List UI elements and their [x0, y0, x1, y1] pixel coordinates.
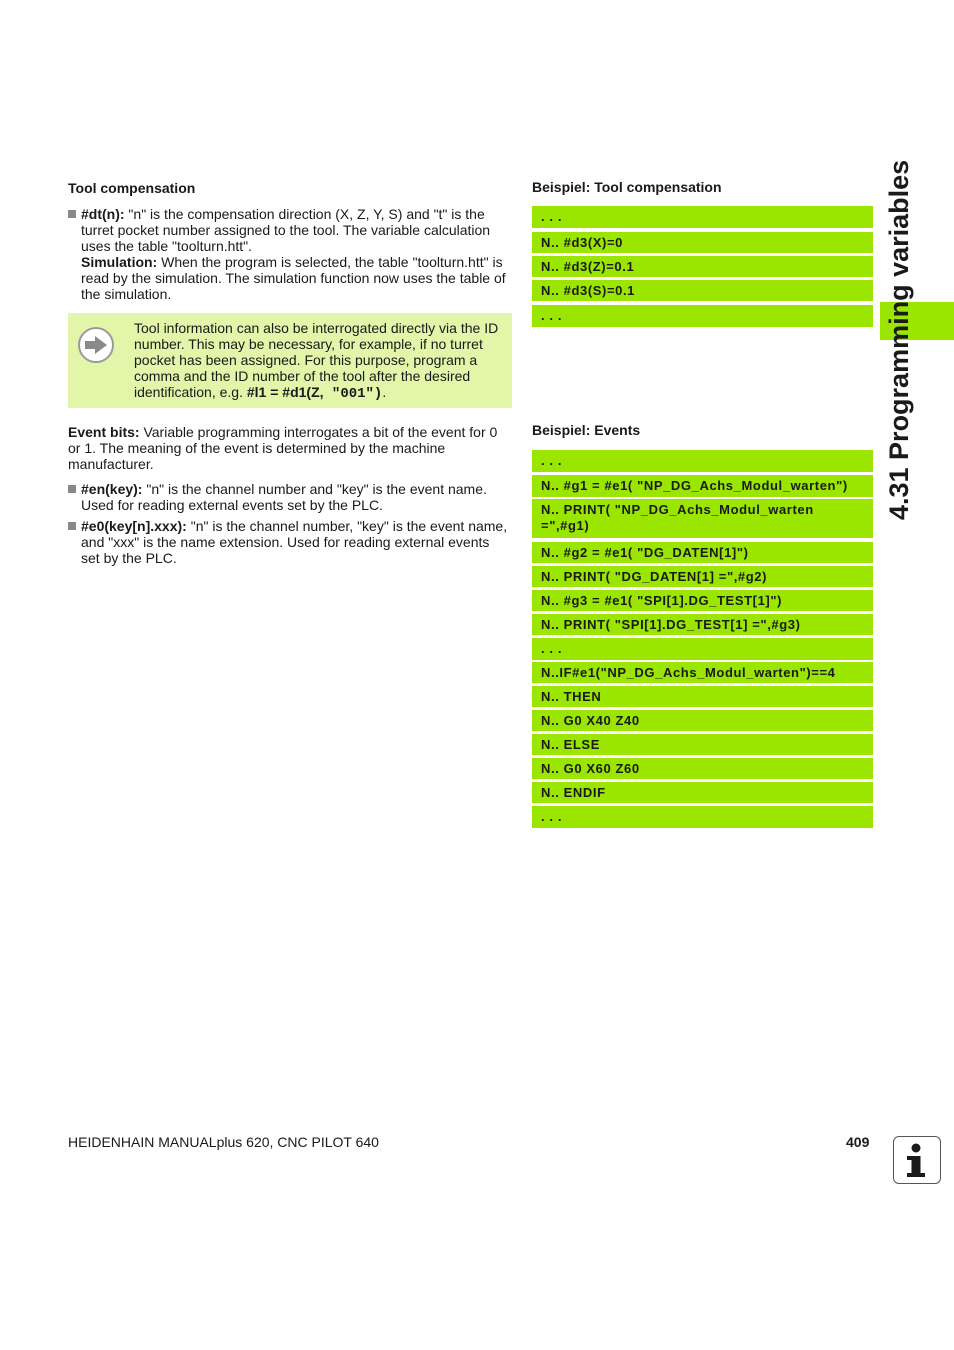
- simulation-label: Simulation:: [81, 254, 158, 270]
- e0-bullet: [68, 518, 510, 566]
- e0-paragraph: [81, 518, 510, 566]
- simulation-text: When the program is selected, the table "toolturn.htt" is read by the simulation. The simulation function now uses the table of the simulation.: [81, 254, 506, 302]
- page-number: 409: [846, 1134, 870, 1150]
- event-label: Event bits:: [68, 424, 140, 440]
- en-paragraph: [81, 481, 510, 513]
- chapter-title: 4.31 Programming variables: [884, 159, 914, 520]
- en-text: "n" is the channel number and "key" is the event name. Used for reading external events set by the PLC.: [81, 481, 487, 513]
- code-row: N.. G0 X60 Z60: [532, 758, 873, 779]
- dt-paragraph: [81, 206, 510, 254]
- dt-bullet: [68, 206, 510, 302]
- en-bullet: [68, 481, 510, 513]
- code-row: N.. #d3(Z)=0.1: [532, 256, 873, 277]
- code-row: N.. #g2 = #e1( "DG_DATEN[1]"): [532, 542, 873, 563]
- code-row: N.. #g3 = #e1( "SPI[1].DG_TEST[1]"): [532, 590, 873, 611]
- code-row: N.. PRINT( "SPI[1].DG_TEST[1] =",#g3): [532, 614, 873, 635]
- simulation-paragraph: [81, 254, 510, 302]
- code-row: . . .: [532, 806, 873, 828]
- event-bits-paragraph: [68, 424, 510, 472]
- code-row: N.. ENDIF: [532, 782, 873, 803]
- code-row: . . .: [532, 206, 873, 228]
- code-row: N..IF#e1("NP_DG_Achs_Modul_warten")==4: [532, 662, 873, 683]
- note-code-a: #l1 = #d1(Z,: [246, 384, 324, 400]
- code-row: N.. PRINT( "DG_DATEN[1] =",#g2): [532, 566, 873, 587]
- bullet-square-icon: [68, 485, 76, 493]
- bullet-square-icon: [68, 522, 76, 530]
- note-body: Tool information can also be interrogated directly via the ID number. This may be necessary, for example, if no turret pocket has been assigned. For this purpose, program a comma and the ID number of the tool after the desired identification, e.g.: [134, 320, 499, 400]
- note-box: [68, 313, 512, 408]
- code-row: N.. #g1 = #e1( "NP_DG_Achs_Modul_warten"): [532, 475, 873, 497]
- code-row: . . .: [532, 450, 873, 472]
- e0-text: "n" is the channel number, "key" is the event name, and "xxx" is the name extension. Used for reading external events set by the PLC.: [81, 518, 508, 566]
- code-row: N.. THEN: [532, 686, 873, 707]
- code-row: N.. #d3(S)=0.1: [532, 280, 873, 301]
- arrow-right-icon: [78, 327, 114, 363]
- code-row: . . .: [532, 638, 873, 660]
- code-row: N.. G0 X40 Z40: [532, 710, 873, 731]
- example2-heading: Beispiel: Events: [532, 422, 641, 438]
- bullet-square-icon: [68, 210, 76, 218]
- note-end: .: [382, 384, 387, 400]
- tool-compensation-heading: Tool compensation: [68, 180, 196, 196]
- code-row: . . .: [532, 305, 873, 327]
- event-text: Variable programming interrogates a bit of the event for 0 or 1. The meaning of the event is determined by the machine manufacturer.: [68, 424, 498, 472]
- dt-label: #dt(n):: [81, 206, 125, 222]
- note-text: [134, 320, 504, 402]
- footer-manual-title: HEIDENHAIN MANUALplus 620, CNC PILOT 640: [68, 1134, 379, 1150]
- note-code-b: "001"): [323, 386, 383, 402]
- code-row: N.. #d3(X)=0: [532, 232, 873, 253]
- dt-text: "n" is the compensation direction (X, Z, Y, S) and "t" is the turret pocket number assigned to the tool. The variable calculation uses the table "toolturn.htt".: [81, 206, 491, 254]
- en-label: #en(key):: [81, 481, 143, 497]
- code-row: N.. PRINT( "NP_DG_Achs_Modul_warten =",#g1): [532, 499, 873, 538]
- e0-label: #e0(key[n].xxx):: [81, 518, 187, 534]
- example1-heading: Beispiel: Tool compensation: [532, 179, 722, 195]
- info-icon: [893, 1136, 941, 1184]
- code-row: N.. ELSE: [532, 734, 873, 755]
